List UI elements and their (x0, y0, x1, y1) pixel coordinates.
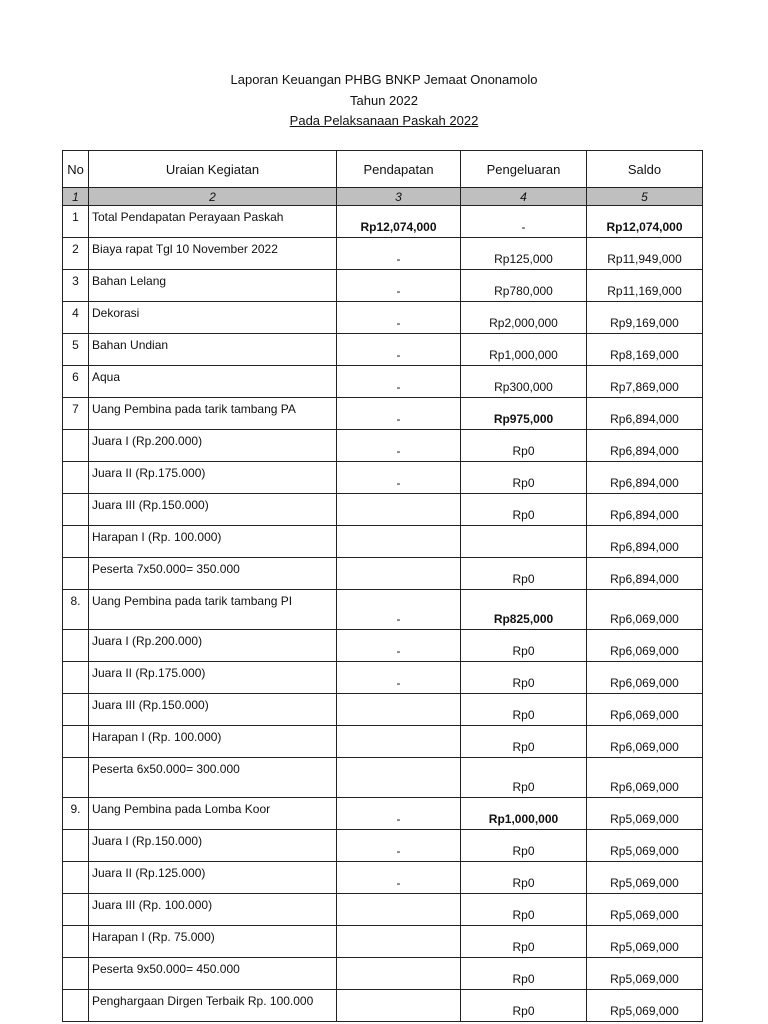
row-no: 6 (63, 366, 89, 398)
row-no (63, 430, 89, 462)
row-pendapatan: - (337, 302, 461, 334)
row-saldo: Rp6,069,000 (587, 590, 703, 630)
row-uraian: Bahan Lelang (89, 270, 337, 302)
table-row (63, 526, 703, 558)
table-row (63, 270, 703, 302)
row-no (63, 726, 89, 758)
row-pengeluaran: - (461, 206, 587, 238)
table-row (63, 830, 703, 862)
table-row (63, 694, 703, 726)
row-pengeluaran: Rp0 (461, 990, 587, 1022)
row-pengeluaran: Rp2,000,000 (461, 302, 587, 334)
row-pendapatan (337, 526, 461, 558)
row-saldo: Rp6,894,000 (587, 430, 703, 462)
row-pendapatan (337, 894, 461, 926)
row-pengeluaran: Rp0 (461, 958, 587, 990)
table-body (63, 206, 703, 1022)
table-row (63, 398, 703, 430)
row-saldo: Rp5,069,000 (587, 894, 703, 926)
table-row (63, 206, 703, 238)
row-pendapatan: - (337, 398, 461, 430)
row-pengeluaran: Rp0 (461, 694, 587, 726)
row-pengeluaran: Rp0 (461, 726, 587, 758)
table-header-row (63, 151, 703, 188)
report-year: Tahun 2022 (350, 92, 418, 108)
row-pengeluaran: Rp0 (461, 926, 587, 958)
row-pengeluaran: Rp0 (461, 830, 587, 862)
table-row (63, 430, 703, 462)
col-header-no: No (63, 151, 89, 188)
row-saldo: Rp6,894,000 (587, 398, 703, 430)
row-pendapatan: - (337, 862, 461, 894)
row-uraian: Aqua (89, 366, 337, 398)
row-pendapatan: - (337, 630, 461, 662)
row-no (63, 558, 89, 590)
table-row (63, 590, 703, 630)
row-saldo: Rp6,069,000 (587, 726, 703, 758)
row-saldo: Rp7,869,000 (587, 366, 703, 398)
row-no: 2 (63, 238, 89, 270)
table-row (63, 726, 703, 758)
row-saldo: Rp6,069,000 (587, 758, 703, 798)
finance-table (62, 150, 703, 1022)
table-row (63, 366, 703, 398)
row-uraian: Peserta 6x50.000= 300.000 (89, 758, 337, 798)
row-uraian: Bahan Undian (89, 334, 337, 366)
row-pengeluaran: Rp0 (461, 494, 587, 526)
row-pendapatan: - (337, 366, 461, 398)
row-pendapatan: - (337, 238, 461, 270)
row-pendapatan: - (337, 270, 461, 302)
table-row (63, 990, 703, 1022)
row-pengeluaran: Rp0 (461, 630, 587, 662)
row-uraian: Juara I (Rp.200.000) (89, 430, 337, 462)
table-row (63, 894, 703, 926)
table-row (63, 494, 703, 526)
table-row (63, 302, 703, 334)
row-uraian: Juara II (Rp.175.000) (89, 462, 337, 494)
table-row (63, 862, 703, 894)
row-pengeluaran: Rp975,000 (461, 398, 587, 430)
row-pendapatan: - (337, 798, 461, 830)
row-uraian: Juara I (Rp.150.000) (89, 830, 337, 862)
row-pengeluaran: Rp0 (461, 462, 587, 494)
row-no (63, 662, 89, 694)
row-pengeluaran: Rp0 (461, 862, 587, 894)
table-row (63, 662, 703, 694)
row-no: 3 (63, 270, 89, 302)
row-pendapatan: - (337, 334, 461, 366)
row-no (63, 494, 89, 526)
row-no (63, 758, 89, 798)
row-no (63, 926, 89, 958)
report-title: Laporan Keuangan PHBG BNKP Jemaat Ononamolo (230, 72, 538, 87)
row-pengeluaran: Rp825,000 (461, 590, 587, 630)
row-no: 5 (63, 334, 89, 366)
row-no (63, 990, 89, 1022)
row-uraian: Peserta 7x50.000= 350.000 (89, 558, 337, 590)
row-uraian: Uang Pembina pada Lomba Koor (89, 798, 337, 830)
row-no (63, 526, 89, 558)
row-no: 4 (63, 302, 89, 334)
row-pendapatan (337, 926, 461, 958)
row-saldo: Rp5,069,000 (587, 926, 703, 958)
row-pengeluaran: Rp0 (461, 758, 587, 798)
row-pendapatan (337, 758, 461, 798)
row-uraian: Juara III (Rp. 100.000) (89, 894, 337, 926)
column-index-row (63, 188, 703, 206)
row-uraian: Total Pendapatan Perayaan Paskah (89, 206, 337, 238)
row-pendapatan: - (337, 590, 461, 630)
row-no (63, 630, 89, 662)
row-uraian: Harapan I (Rp. 100.000) (89, 526, 337, 558)
row-pendapatan (337, 558, 461, 590)
row-no (63, 894, 89, 926)
row-no: 7 (63, 398, 89, 430)
row-pengeluaran: Rp1,000,000 (461, 334, 587, 366)
col-index: 2 (89, 188, 337, 206)
table-row (63, 238, 703, 270)
row-pendapatan: - (337, 830, 461, 862)
row-uraian: Juara III (Rp.150.000) (89, 694, 337, 726)
row-pendapatan: - (337, 430, 461, 462)
row-uraian: Juara II (Rp.175.000) (89, 662, 337, 694)
row-uraian: Uang Pembina pada tarik tambang PI (89, 590, 337, 630)
row-uraian: Juara III (Rp.150.000) (89, 494, 337, 526)
row-pengeluaran: Rp0 (461, 558, 587, 590)
col-index: 1 (63, 188, 89, 206)
row-pendapatan (337, 990, 461, 1022)
row-uraian: Dekorasi (89, 302, 337, 334)
report-header (0, 70, 768, 132)
report-subtitle: Pada Pelaksanaan Paskah 2022 (289, 113, 479, 128)
row-uraian: Juara I (Rp.200.000) (89, 630, 337, 662)
row-saldo: Rp6,069,000 (587, 630, 703, 662)
row-pengeluaran: Rp1,000,000 (461, 798, 587, 830)
row-pendapatan (337, 726, 461, 758)
table-row (63, 758, 703, 798)
row-uraian: Harapan I (Rp. 100.000) (89, 726, 337, 758)
row-uraian: Peserta 9x50.000= 450.000 (89, 958, 337, 990)
table-row (63, 926, 703, 958)
row-saldo: Rp11,949,000 (587, 238, 703, 270)
table-row (63, 334, 703, 366)
row-saldo: Rp9,169,000 (587, 302, 703, 334)
row-saldo: Rp12,074,000 (587, 206, 703, 238)
row-saldo: Rp5,069,000 (587, 830, 703, 862)
row-no: 1 (63, 206, 89, 238)
row-pendapatan (337, 694, 461, 726)
row-saldo: Rp5,069,000 (587, 958, 703, 990)
row-no: 9. (63, 798, 89, 830)
row-pengeluaran: Rp0 (461, 430, 587, 462)
row-uraian: Juara II (Rp.125.000) (89, 862, 337, 894)
table-row (63, 462, 703, 494)
col-header-pendapatan: Pendapatan (337, 151, 461, 188)
row-pengeluaran (461, 526, 587, 558)
col-header-uraian: Uraian Kegiatan (89, 151, 337, 188)
row-no (63, 958, 89, 990)
row-no (63, 862, 89, 894)
col-index: 3 (337, 188, 461, 206)
table-row (63, 958, 703, 990)
col-header-saldo: Saldo (587, 151, 703, 188)
row-uraian: Harapan I (Rp. 75.000) (89, 926, 337, 958)
row-pendapatan (337, 494, 461, 526)
row-uraian: Biaya rapat Tgl 10 November 2022 (89, 238, 337, 270)
row-saldo: Rp6,069,000 (587, 694, 703, 726)
row-uraian: Penghargaan Dirgen Terbaik Rp. 100.000 (89, 990, 337, 1022)
row-no (63, 694, 89, 726)
row-saldo: Rp5,069,000 (587, 798, 703, 830)
row-pengeluaran: Rp780,000 (461, 270, 587, 302)
row-pengeluaran: Rp0 (461, 662, 587, 694)
col-index: 5 (587, 188, 703, 206)
row-saldo: Rp6,069,000 (587, 662, 703, 694)
row-saldo: Rp6,894,000 (587, 526, 703, 558)
table-row (63, 798, 703, 830)
row-pendapatan: Rp12,074,000 (337, 206, 461, 238)
col-index: 4 (461, 188, 587, 206)
row-no (63, 830, 89, 862)
table-row (63, 558, 703, 590)
row-saldo: Rp6,894,000 (587, 494, 703, 526)
row-pengeluaran: Rp125,000 (461, 238, 587, 270)
row-pendapatan: - (337, 462, 461, 494)
table-row (63, 630, 703, 662)
row-pendapatan: - (337, 662, 461, 694)
row-uraian: Uang Pembina pada tarik tambang PA (89, 398, 337, 430)
row-pengeluaran: Rp0 (461, 894, 587, 926)
row-pendapatan (337, 958, 461, 990)
row-saldo: Rp11,169,000 (587, 270, 703, 302)
row-no (63, 462, 89, 494)
row-saldo: Rp6,894,000 (587, 462, 703, 494)
row-saldo: Rp5,069,000 (587, 990, 703, 1022)
row-saldo: Rp8,169,000 (587, 334, 703, 366)
row-pengeluaran: Rp300,000 (461, 366, 587, 398)
row-no: 8. (63, 590, 89, 630)
col-header-pengeluaran: Pengeluaran (461, 151, 587, 188)
row-saldo: Rp5,069,000 (587, 862, 703, 894)
row-saldo: Rp6,894,000 (587, 558, 703, 590)
